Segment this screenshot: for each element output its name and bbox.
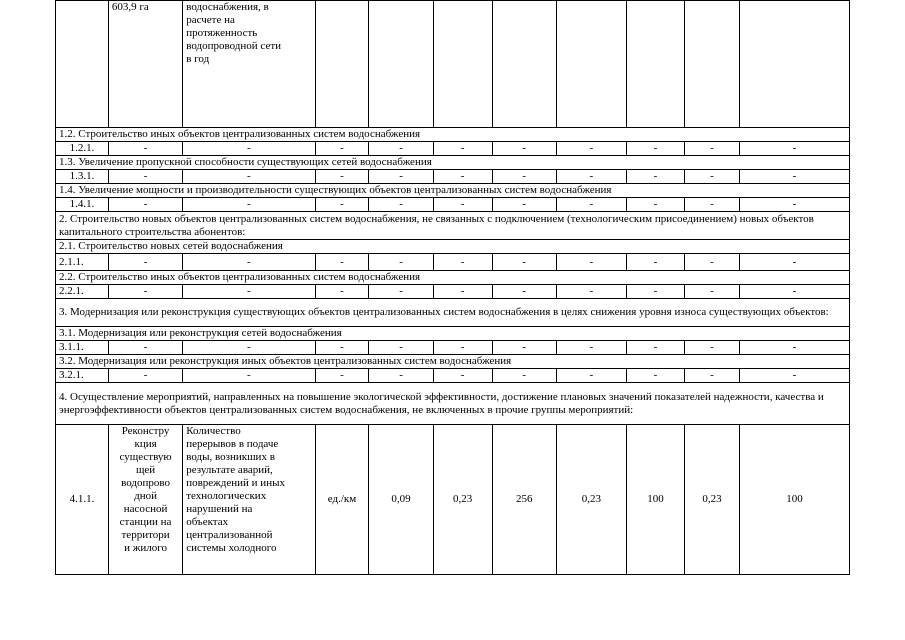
section-row: [56, 355, 850, 369]
table-row: 3.1.1. - - - - - - - - - -: [56, 341, 850, 355]
section-title: 1.2. Строительство иных объектов централизованных систем водоснабжения: [56, 128, 850, 142]
cell-value: 256: [492, 425, 556, 575]
section-row: [56, 128, 850, 142]
section-row: [56, 240, 850, 254]
section-row: [56, 184, 850, 198]
table-row: 3.2.1. - - - - - - - - - -: [56, 369, 850, 383]
cell-value: 0,09: [369, 425, 433, 575]
cell-value: 0,23: [433, 425, 492, 575]
table-row: 1.3.1. - - - - - - - - - -: [56, 170, 850, 184]
section-title: 3.2. Модернизация или реконструкция иных объектов централизованных систем водоснабжения: [56, 355, 850, 369]
table-row: [56, 425, 850, 575]
section-title: 2.1. Строительство новых сетей водоснабжения: [56, 240, 850, 254]
cell-value: 100: [739, 425, 849, 575]
measures-table: [55, 0, 850, 575]
section-row: [56, 212, 850, 240]
cell-num: [56, 1, 109, 128]
table-row: 1.4.1. - - - - - - - - - -: [56, 198, 850, 212]
section-row: [56, 327, 850, 341]
section-title: 3. Модернизация или реконструкция существующих объектов централизованных систем водоснабжения в целях снижения уровня износа существующих объектов:: [56, 299, 850, 327]
cell-unit: ед./км: [315, 425, 369, 575]
cell-measure-name: Реконстру кция существую щей водопрово дной насосной станции на территори и жилого: [108, 425, 182, 575]
section-title: 1.4. Увеличение мощности и производительности существующих объектов централизованных систем водоснабжения: [56, 184, 850, 198]
cell-value: 100: [627, 425, 685, 575]
section-title: 4. Осуществление мероприятий, направленных на повышение экологической эффективности, достижение плановых значений показателей надежности, качества и энергоэффективности объектов централизованных систем водоснабжения, не включенных в прочие группы мероприятий:: [56, 383, 850, 425]
table-row: 2.2.1. - - - - - - - - - -: [56, 285, 850, 299]
table-row: [56, 1, 850, 128]
section-title: 2.2. Строительство иных объектов централизованных систем водоснабжения: [56, 271, 850, 285]
cell-num: 4.1.1.: [56, 425, 109, 575]
cell-value: 0,23: [556, 425, 626, 575]
cell-value: 603,9 га: [108, 1, 182, 128]
table-row: 2.1.1. - - - - - - - - - -: [56, 254, 850, 271]
cell-indicator: водоснабжения, в расчете на протяженность водопроводной сети в год: [183, 1, 315, 128]
section-row: [56, 383, 850, 425]
section-row: [56, 271, 850, 285]
section-row: [56, 299, 850, 327]
section-row: [56, 156, 850, 170]
cell-value: 0,23: [685, 425, 740, 575]
section-title: 1.3. Увеличение пропускной способности существующих сетей водоснабжения: [56, 156, 850, 170]
cell-indicator: Количество перерывов в подаче воды, возникших в результате аварий, повреждений и иных технологических нарушений на объектах централизованной системы холодного: [183, 425, 315, 575]
section-title: 3.1. Модернизация или реконструкция сетей водоснабжения: [56, 327, 850, 341]
table-row: 1.2.1. - - - - - - - - - -: [56, 142, 850, 156]
section-title: 2. Строительство новых объектов централизованных систем водоснабжения, не связанных с подключением (технологическим присоединением) новых объектов капитального строительства абонентов:: [56, 212, 850, 240]
